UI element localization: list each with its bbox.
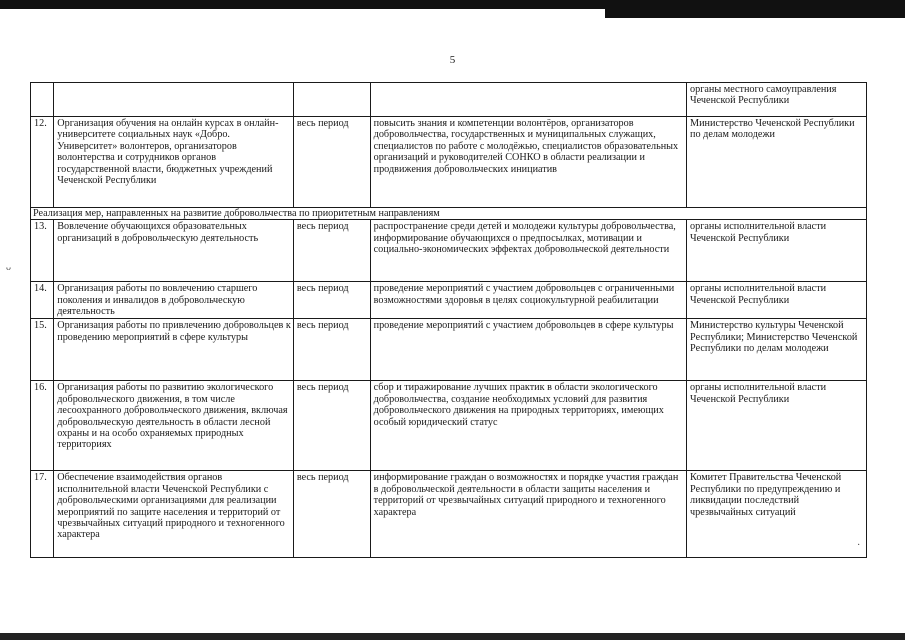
row-number: 17. — [31, 471, 54, 558]
measure-period: весь период — [293, 117, 370, 208]
measure-period: весь период — [293, 282, 370, 319]
measure-name — [54, 83, 294, 117]
table-row — [31, 220, 867, 282]
row-number: 15. — [31, 319, 54, 381]
scan-margin-mark: · — [857, 540, 861, 551]
measure-name: Организация работы по привлечению добровольцев к проведению мероприятий в сфере культуры — [54, 319, 294, 381]
measure-name: Вовлечение обучающихся образовательных организаций в добровольческую деятельность — [54, 220, 294, 282]
section-heading: Реализация мер, направленных на развитие добровольчества по приоритетным направлениям — [31, 208, 867, 220]
measure-result: распространение среди детей и молодежи культуры добровольчества, информирование обучающихся о предпосылках, мотивации и социально-экономических эффектах добровольческой деятельности — [370, 220, 686, 282]
measure-name: Обеспечение взаимодействия органов исполнительной власти Чеченской Республики с добровольческими организациями для реализации мероприятий по защите населения и территорий от чрезвычайных ситуаций природного и техногенного характера — [54, 471, 294, 558]
table-row — [31, 471, 867, 558]
row-number: 13. — [31, 220, 54, 282]
measure-result: информирование граждан о возможностях и порядке участия граждан в добровольческой деятельности в области защиты населения и территорий от чрезвычайных ситуаций природного и техногенного характера — [370, 471, 686, 558]
measure-result: сбор и тиражирование лучших практик в области экологического добровольчества, создание необходимых условий для развития добровольческого движения на природных территориях, имеющих особый юридический статус — [370, 381, 686, 471]
measure-executor: Министерство Чеченской Республики по делам молодежи — [687, 117, 867, 208]
measure-result: проведение мероприятий с участием добровольцев в сфере культуры — [370, 319, 686, 381]
measures-table — [30, 82, 867, 558]
scan-margin-mark: ᴗ — [6, 262, 11, 273]
scan-bottom-border — [0, 633, 905, 640]
row-number: 12. — [31, 117, 54, 208]
row-number: 14. — [31, 282, 54, 319]
measure-executor: органы исполнительной власти Чеченской Республики — [687, 381, 867, 471]
measure-executor: Министерство культуры Чеченской Республики; Министерство Чеченской Республики по делам молодежи — [687, 319, 867, 381]
measure-name: Организация работы по развитию экологического добровольческого движения, в том числе лесоохранного добровольческого движения, включая добровольческую деятельность в области лесной охраны и на особо охраняемых природных территориях — [54, 381, 294, 471]
page-number: 5 — [449, 54, 456, 66]
measure-result: повысить знания и компетенции волонтёров, организаторов добровольчества, государственных и муниципальных служащих, специалистов по работе с молодёжью, специалистов образовательных организаций и руководителей СОНКО в области реализации и продвижения добровольческих инициатив — [370, 117, 686, 208]
scan-top-border-thick — [605, 0, 905, 18]
measure-result — [370, 83, 686, 117]
measure-executor: органы исполнительной власти Чеченской Республики — [687, 282, 867, 319]
row-number: 16. — [31, 381, 54, 471]
table-row — [31, 83, 867, 117]
measure-executor: Комитет Правительства Чеченской Республики по предупреждению и ликвидации последствий чрезвычайных ситуаций — [687, 471, 867, 558]
measure-name: Организация работы по вовлечению старшего поколения и инвалидов в добровольческую деятельность — [54, 282, 294, 319]
measure-period: весь период — [293, 381, 370, 471]
table-row — [31, 282, 867, 319]
measure-executor: органы местного самоуправления Чеченской Республики — [687, 83, 867, 117]
measure-result: проведение мероприятий с участием добровольцев с ограниченными возможностями здоровья в целях социокультурной реабилитации — [370, 282, 686, 319]
measure-period: весь период — [293, 220, 370, 282]
table-row — [31, 381, 867, 471]
measure-executor: органы исполнительной власти Чеченской Республики — [687, 220, 867, 282]
measure-period: весь период — [293, 471, 370, 558]
section-heading-row — [31, 208, 867, 220]
table-row — [31, 117, 867, 208]
measure-period — [293, 83, 370, 117]
measure-name: Организация обучения на онлайн курсах в онлайн-университете социальных наук «Добро. Университет» волонтеров, организаторов волонтерства и сотрудников органов государственной власти, бюджетных учреждений Чеченской Республики — [54, 117, 294, 208]
table-row — [31, 319, 867, 381]
measure-period: весь период — [293, 319, 370, 381]
row-number — [31, 83, 54, 117]
